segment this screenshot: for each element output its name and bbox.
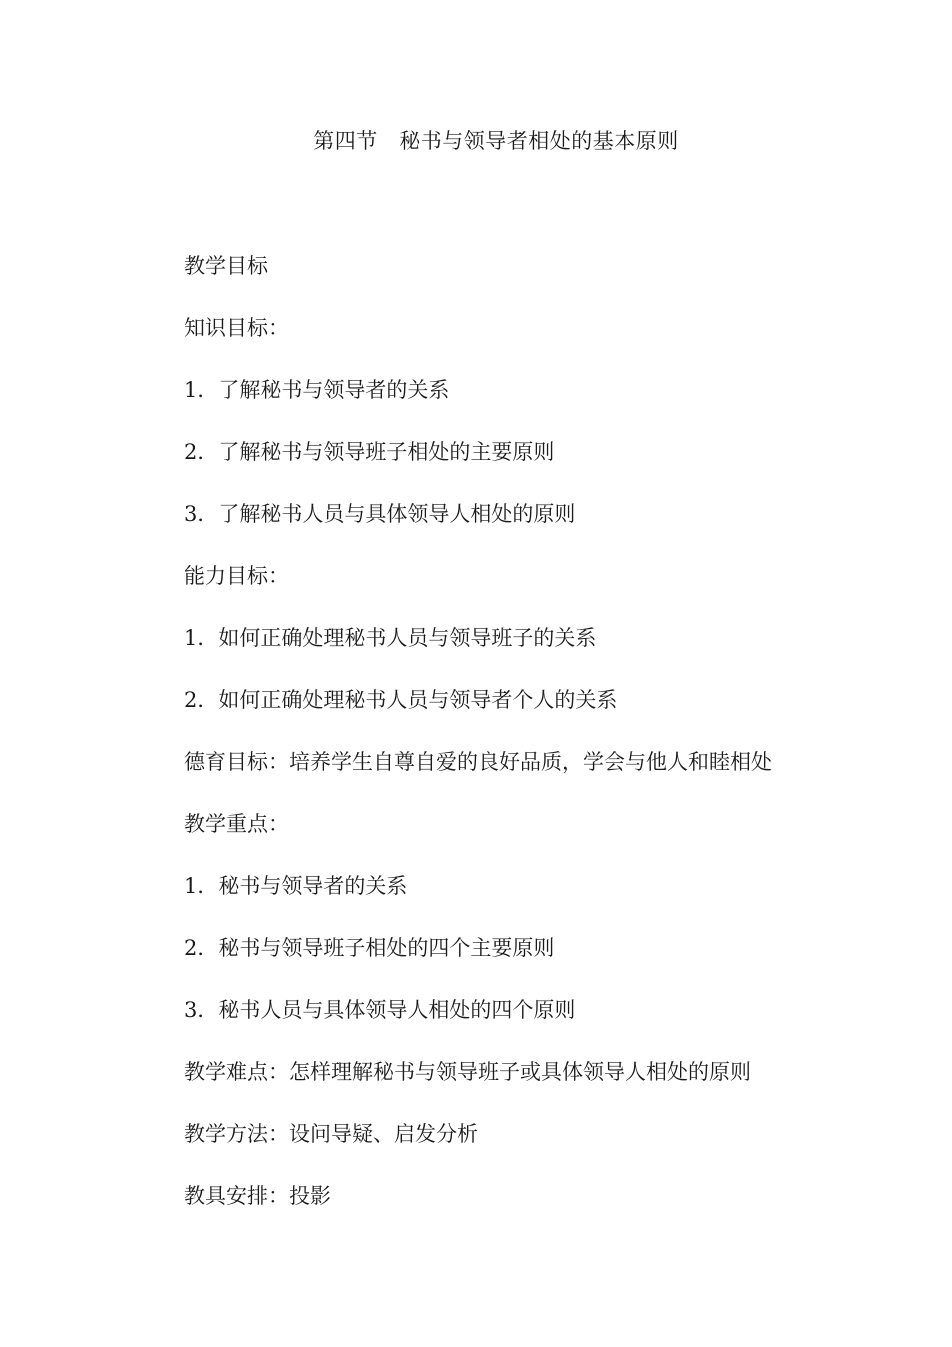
heading-teaching-goals: 教学目标 (184, 254, 268, 278)
key-point-item: 1．秘书与领导者的关系 (184, 874, 408, 898)
ability-goal-item: 1．如何正确处理秘书人员与领导班子的关系 (184, 626, 597, 650)
knowledge-goal-item: 1．了解秘书与领导者的关系 (184, 378, 450, 402)
key-point-item: 2．秘书与领导班子相处的四个主要原则 (184, 936, 555, 960)
heading-ability-goals: 能力目标： (184, 564, 289, 588)
knowledge-goal-item: 2．了解秘书与领导班子相处的主要原则 (184, 440, 555, 464)
key-point-item: 3．秘书人员与具体领导人相处的四个原则 (184, 998, 576, 1022)
heading-knowledge-goals: 知识目标： (184, 316, 289, 340)
knowledge-goal-item: 3．了解秘书人员与具体领导人相处的原则 (184, 502, 576, 526)
document-body (184, 250, 884, 1242)
teaching-aids-line: 教具安排：投影 (184, 1184, 331, 1208)
section-title: 第四节 秘书与领导者相处的基本原则 (313, 129, 679, 153)
heading-key-points: 教学重点： (184, 812, 289, 836)
difficulty-line: 教学难点：怎样理解秘书与领导班子或具体领导人相处的原则 (184, 1060, 751, 1084)
ability-goal-item: 2．如何正确处理秘书人员与领导者个人的关系 (184, 688, 618, 712)
method-line: 教学方法：设问导疑、启发分析 (184, 1122, 478, 1146)
moral-goal-line: 德育目标：培养学生自尊自爱的良好品质，学会与他人和睦相处 (184, 750, 772, 774)
